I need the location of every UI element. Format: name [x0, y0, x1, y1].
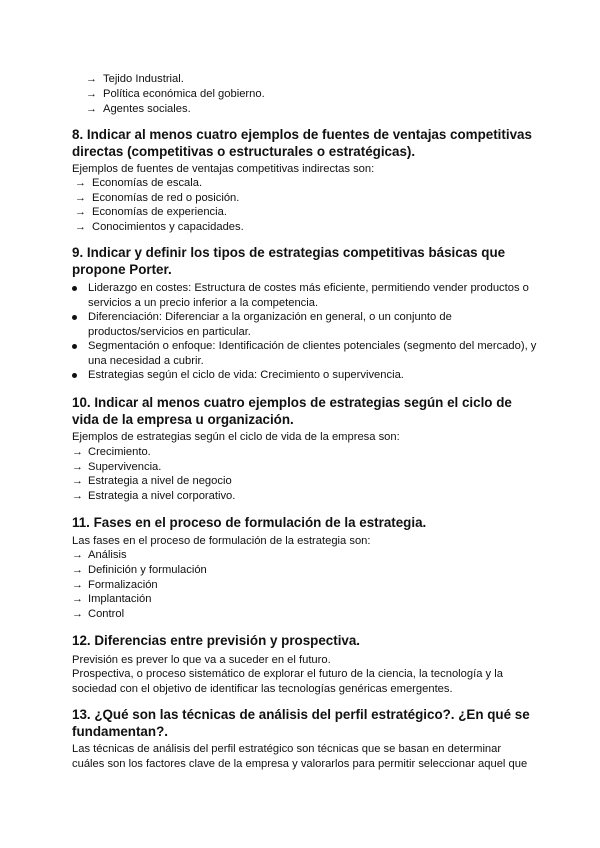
section-9-list [0, 281, 600, 383]
section-8-heading: 8. Indicar al menos cuatro ejemplos de fuentes de ventajas competitivas directas (competitivas o estructurales o estratégicas). [72, 127, 532, 159]
section-10-intro: Ejemplos de estrategias según el ciclo de vida de la empresa son: [72, 431, 400, 443]
bullet-icon [72, 315, 77, 320]
section-11-intro: Las fases en el proceso de formulación de la estrategia son: [72, 535, 371, 547]
arrow-icon: → [75, 206, 86, 219]
bullet-icon [72, 286, 77, 291]
list-item: → Estrategia a nivel de negocio [72, 475, 232, 488]
bullet-icon [72, 344, 77, 349]
list-item: → Crecimiento. [72, 446, 151, 458]
list-item: → Economías de escala. [75, 177, 203, 189]
arrow-icon: → [86, 88, 97, 100]
section-11-heading: 11. Fases en el proceso de formulación de la estrategia. [72, 515, 427, 530]
section-12-paragraph-1: Previsión es prever lo que va a suceder en el futuro. [72, 654, 331, 666]
arrow-icon: → [86, 103, 97, 115]
list-item: → Formalización [72, 578, 158, 591]
section-13-paragraph-1: Las técnicas de análisis del perfil estratégico son técnicas que se basan en determinar cuáles son los factores clave de la empresa y valorarlos para permitir seleccionar aquel que [72, 743, 528, 770]
list-item: → Análisis [72, 549, 127, 561]
bullet-icon [72, 373, 77, 378]
arrow-icon: → [72, 593, 83, 606]
list-item: Segmentación o enfoque: Identificación de clientes potenciales (segmento del mercado), y una necesidad a cubrir. [0, 339, 600, 368]
section-8-list [0, 176, 600, 234]
arrow-icon: → [75, 191, 86, 204]
arrow-icon: → [72, 549, 83, 561]
section-9-heading: 9. Indicar y definir los tipos de estrategias competitivas básicas que propone Porter. [72, 245, 506, 277]
list-item: → Control [72, 608, 125, 621]
section-10-heading: 10. Indicar al menos cuatro ejemplos de estrategias según el ciclo de vida de la empresa u organización. [72, 395, 512, 427]
list-item: → Definición y formulación [72, 563, 207, 576]
arrow-icon: → [72, 563, 83, 576]
list-item: Liderazgo en costes: Estructura de costes más eficiente, permitiendo vender productos o servicios a un precio inferior a la competencia. [0, 281, 600, 310]
section-11-list [0, 548, 600, 622]
list-item: Diferenciación: Diferenciar a la organización en general, o un conjunto de productos/servicios en particular. [0, 310, 600, 339]
arrow-icon: → [72, 608, 83, 621]
list-item: → Implantación [72, 593, 152, 606]
list-item: → Economías de red o posición. [75, 191, 240, 204]
section-8-intro: Ejemplos de fuentes de ventajas competitivas indirectas son: [72, 163, 375, 175]
top-arrow-list [0, 72, 600, 117]
list-item: → Estrategia a nivel corporativo. [72, 489, 236, 502]
arrow-icon: → [72, 578, 83, 591]
arrow-icon: → [72, 446, 83, 458]
list-item: → Agentes sociales. [86, 103, 191, 115]
list-item: → Economías de experiencia. [75, 206, 227, 219]
list-item: → Política económica del gobierno. [86, 88, 265, 100]
arrow-icon: → [86, 73, 97, 85]
arrow-icon: → [75, 177, 86, 189]
arrow-icon: → [75, 220, 86, 233]
list-item: → Conocimientos y capacidades. [75, 220, 244, 233]
arrow-icon: → [72, 489, 83, 502]
section-10-list [0, 445, 600, 503]
list-item: Estrategias según el ciclo de vida: Crecimiento o supervivencia. [0, 368, 600, 383]
section-12-heading: 12. Diferencias entre previsión y prospectiva. [72, 633, 361, 648]
list-item: → Supervivencia. [72, 460, 162, 473]
list-item: → Tejido Industrial. [86, 73, 184, 85]
section-13-heading: 13. ¿Qué son las técnicas de análisis del perfil estratégico?. ¿En qué se fundamentan?. [72, 707, 530, 739]
arrow-icon: → [72, 460, 83, 473]
arrow-icon: → [72, 475, 83, 488]
section-12-paragraph-2: Prospectiva, o proceso sistemático de explorar el futuro de la ciencia, la tecnología y la sociedad con el objetivo de identificar las tecnologías genéricas emergentes. [72, 668, 503, 695]
